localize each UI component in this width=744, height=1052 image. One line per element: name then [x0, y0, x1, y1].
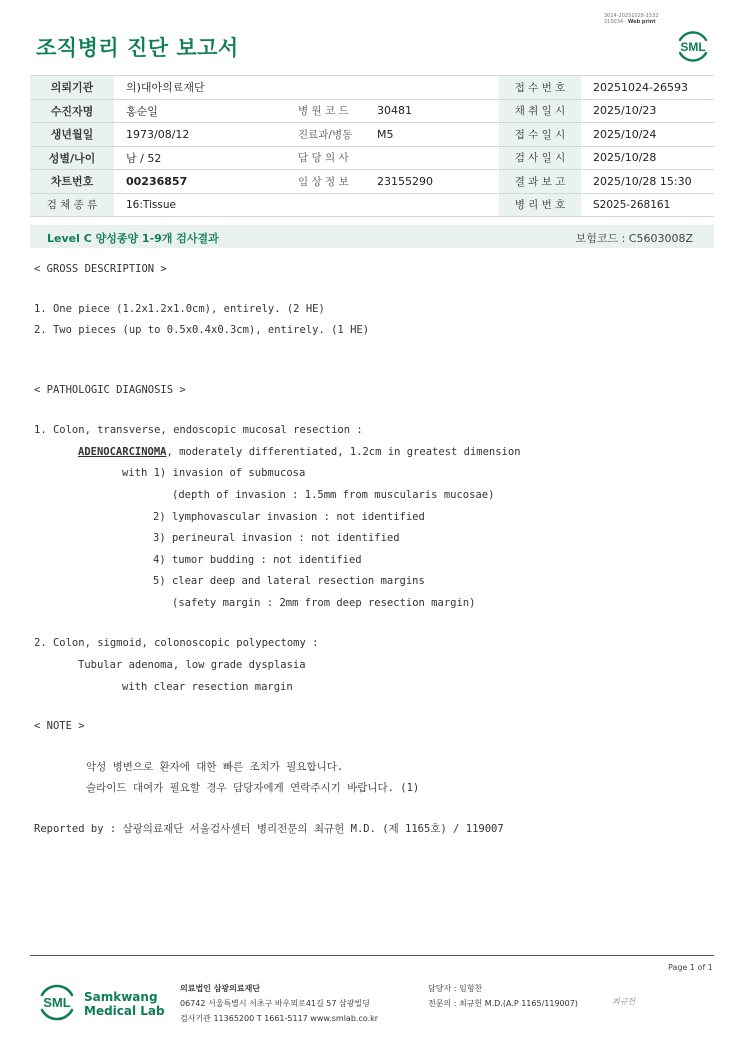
staff-specialist: 전문의 : 최규헌 M.D.(A.P 1165/119007)	[428, 999, 578, 1008]
receipt-number-label: 접 수 번 호	[499, 76, 581, 100]
patient-name-label: 수진자명	[30, 99, 114, 123]
receipt-date-value: 2025/10/24	[581, 123, 714, 147]
info-row-sex-age	[30, 146, 714, 170]
footer-logo-text: Samkwang Medical Lab	[84, 990, 165, 1018]
footer-staff	[428, 981, 578, 1011]
collection-date-label: 채 취 일 시	[499, 99, 581, 123]
diagnosis-1-line-2: (depth of invasion : 1.5mm from muscularis mucosae)	[172, 489, 495, 501]
org-address: 06742 서울특별시 서초구 바우뫼로41길 57 삼광빌딩	[180, 999, 370, 1008]
specimen-type-label: 검 체 종 류	[30, 193, 114, 217]
hospital-code-label: 병 원 코 드	[283, 99, 365, 123]
patient-name-value: 홍순일	[114, 99, 283, 123]
pathologic-heading: < PATHOLOGIC DIAGNOSIS >	[34, 384, 186, 396]
test-level-label: Level C 양성종양 1-9개 검사결과	[47, 232, 219, 245]
diagnosis-1-line-7: (safety margin : 2mm from deep resection margin)	[172, 597, 476, 609]
institution-value: 의)대아의료재단	[114, 76, 499, 100]
physician-value	[365, 146, 499, 170]
diagnosis-2-title: 2. Colon, sigmoid, colonoscopic polypectomy :	[34, 637, 319, 649]
gross-heading: < GROSS DESCRIPTION >	[34, 263, 167, 275]
footer-divider	[30, 955, 714, 956]
adenocarcinoma-term: ADENOCARCINOMA	[78, 446, 167, 458]
reported-by: Reported by : 삼광의료재단 서울검사센터 병리전문의 최규헌 M.D. (제 1165호) / 119007	[34, 823, 504, 835]
department-label: 진료과/병동	[283, 123, 365, 147]
diagnosis-1-line-6: 5) clear deep and lateral resection margins	[153, 575, 425, 587]
pathology-number-label: 병 리 번 호	[499, 193, 581, 217]
diagnosis-1-line-5: 4) tumor budding : not identified	[153, 554, 362, 566]
report-title: 조직병리 진단 보고서	[36, 36, 239, 60]
patient-info-table	[30, 75, 714, 217]
test-result-bar	[30, 225, 714, 248]
diagnosis-1-line-3: 2) lymphovascular invasion : not identified	[153, 511, 425, 523]
note-line-2: 슬라이드 대여가 필요할 경우 담당자에게 연락주시기 바랍니다. (1)	[86, 782, 420, 794]
diagnosis-1-main-rest: , moderately differentiated, 1.2cm in greatest dimension	[166, 446, 521, 458]
footer-logo	[36, 978, 176, 1026]
clinical-info-label: 임 상 정 보	[283, 170, 365, 194]
gross-item-2: 2. Two pieces (up to 0.5x0.4x0.3cm), entirely. (1 HE)	[34, 324, 370, 336]
department-value: M5	[365, 123, 499, 147]
hospital-code-value: 30481	[365, 99, 499, 123]
note-line-1: 악성 병변으로 환자에 대한 빠른 조치가 필요합니다.	[86, 761, 344, 773]
info-row-institution	[30, 76, 714, 100]
document-id: 3014-20251028-1532 210034 · Web print	[604, 13, 659, 25]
institution-label: 의뢰기관	[30, 76, 114, 100]
diagnosis-2-line-1: Tubular adenoma, low grade dysplasia	[78, 659, 306, 671]
note-heading: < NOTE >	[34, 720, 85, 732]
gross-item-1: 1. One piece (1.2x1.2x1.0cm), entirely. (2 HE)	[34, 303, 325, 315]
clinical-info-value: 23155290	[365, 170, 499, 194]
result-report-label: 결 과 보 고	[499, 170, 581, 194]
diagnosis-1-line-1: with 1) invasion of submucosa	[122, 467, 306, 479]
birth-date-label: 생년월일	[30, 123, 114, 147]
diagnosis-1-main	[78, 445, 521, 459]
insurance-code: 보험코드 : C5603008Z	[575, 232, 693, 245]
org-contact: 검사기관 11365200 T 1661-5117 www.smlab.co.kr	[180, 1014, 379, 1023]
info-row-birth	[30, 123, 714, 147]
chart-number-value: 00236857	[114, 170, 283, 194]
sml-footer-logo-icon	[36, 978, 78, 1026]
sml-footer-logo-text: SML	[43, 995, 71, 1010]
sml-logo-icon	[674, 26, 712, 66]
info-row-patient	[30, 99, 714, 123]
sml-logo-text: SML	[680, 40, 706, 54]
sex-age-value: 남 / 52	[114, 146, 283, 170]
receipt-number-value: 20251024-26593	[581, 76, 714, 100]
info-row-chart	[30, 170, 714, 194]
page-number: Page 1 of 1	[668, 963, 713, 972]
chart-number-label: 차트번호	[30, 170, 114, 194]
test-date-label: 검 사 일 시	[499, 146, 581, 170]
collection-date-value: 2025/10/23	[581, 99, 714, 123]
pathology-number-value: S2025-268161	[581, 193, 714, 217]
specimen-type-value: 16:Tissue	[114, 193, 499, 217]
info-row-specimen	[30, 193, 714, 217]
diagnosis-2-line-2: with clear resection margin	[122, 681, 293, 693]
diagnosis-1-title: 1. Colon, transverse, endoscopic mucosal resection :	[34, 424, 363, 436]
test-date-value: 2025/10/28	[581, 146, 714, 170]
sex-age-label: 성별/나이	[30, 146, 114, 170]
birth-date-value: 1973/08/12	[114, 123, 283, 147]
org-name: 의료법인 삼광의료재단	[180, 984, 261, 993]
footer-organization	[180, 981, 378, 1026]
diagnosis-1-line-4: 3) perineural invasion : not identified	[153, 532, 400, 544]
result-report-value: 2025/10/28 15:30	[581, 170, 714, 194]
staff-in-charge: 담당자 : 임형찬	[428, 984, 483, 993]
signature: 최규헌	[612, 997, 636, 1006]
receipt-date-label: 접 수 일 시	[499, 123, 581, 147]
physician-label: 담 당 의 사	[283, 146, 365, 170]
